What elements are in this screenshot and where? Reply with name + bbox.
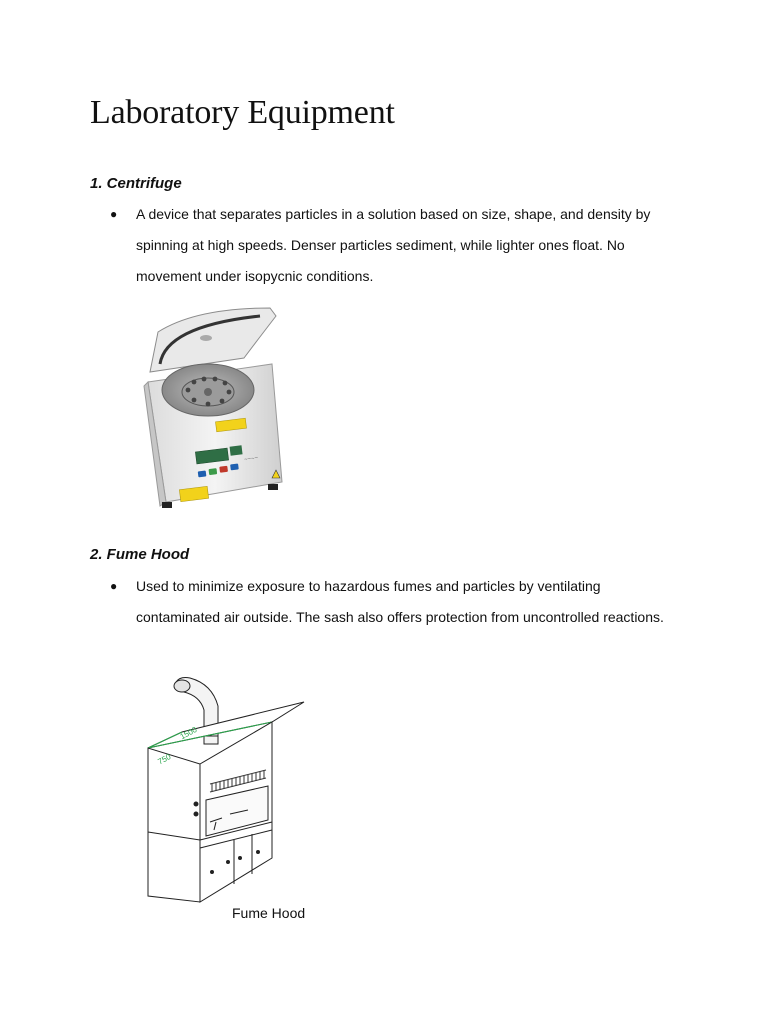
fume-hood-illustration <box>140 672 316 926</box>
list-item-centrifuge <box>110 199 670 292</box>
figure-caption: Fume Hood <box>232 905 306 921</box>
svg-text:~~~~: ~~~~ <box>243 455 259 464</box>
dimension-label: 750 <box>156 752 173 767</box>
section-heading-fume-hood: 2. Fume Hood <box>90 546 190 563</box>
centrifuge-description: A device that separates particles in a solution based on size, shape, and density by spinning at high speeds. Denser particles sediment, while lighter ones float. No movement under isopycnic conditions. <box>136 206 651 284</box>
fume-hood-description: Used to minimize exposure to hazardous fumes and particles by ventilating contaminated air outside. The sash also offers protection from uncontrolled reactions. <box>136 578 664 625</box>
dimension-label: 1500 <box>178 724 199 742</box>
centrifuge-illustration <box>136 302 306 514</box>
section-heading-centrifuge: 1. Centrifuge <box>90 175 182 192</box>
bullet-icon: ● <box>110 207 118 221</box>
page-title: Laboratory Equipment <box>90 94 395 131</box>
list-item-fume-hood <box>110 571 670 633</box>
bullet-icon: ● <box>110 579 118 593</box>
